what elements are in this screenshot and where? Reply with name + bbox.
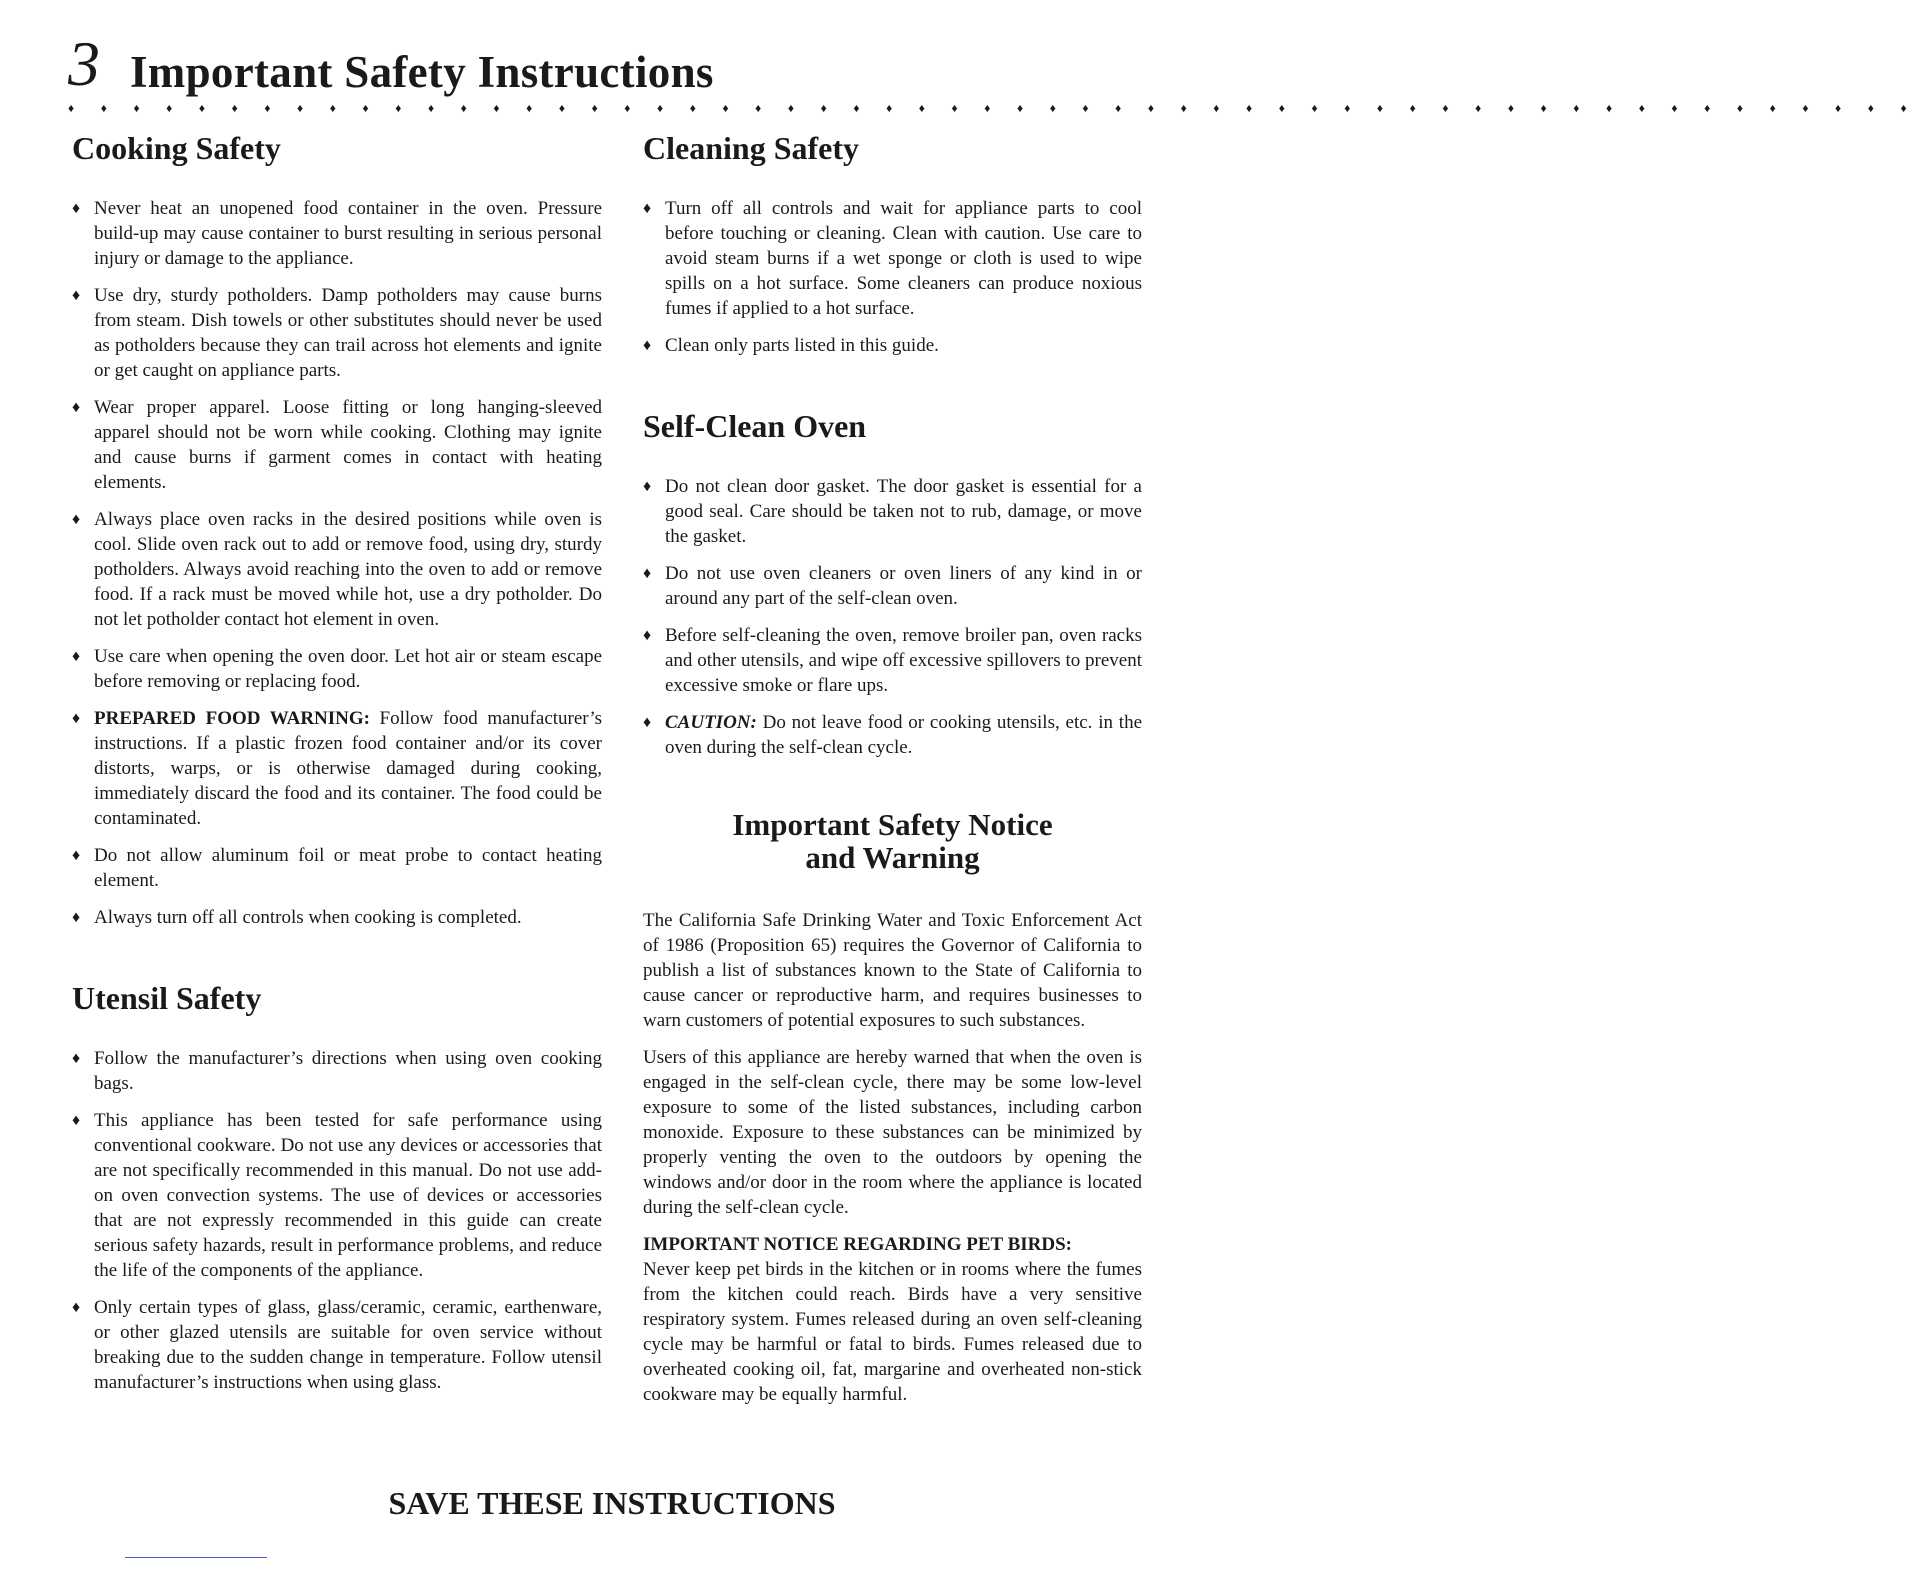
diamond-bullet-icon: ♦ xyxy=(643,337,652,354)
cooking-safety-section xyxy=(72,128,602,930)
utensil-safety-heading: Utensil Safety xyxy=(72,980,262,1016)
list-item: ♦ Only certain types of glass, glass/ceramic, ceramic, earthenware, or other glazed utensils are suitable for oven service without breaking due to the sudden change in temperature. Follow utensil manufacturer’s instructions when using glass. xyxy=(72,1297,602,1393)
diamond-bullet-icon: ♦ xyxy=(72,287,81,304)
cleaning-safety-list xyxy=(643,196,1142,358)
diamond-bullet-icon: ♦ xyxy=(72,200,81,217)
list-item: ♦ This appliance has been tested for safe performance using conventional cookware. Do not use any devices or accessories that are not specifically recommended in this manual. Do not use add-on oven convection systems. The use of devices or accessories that are not expressly recommended in this guide can create serious safety hazards, result in performance problems, and reduce the life of the components of the appliance. xyxy=(72,1110,602,1281)
list-item: ♦ Always place oven racks in the desired positions while oven is cool. Slide oven rack out to add or remove food, using dry, sturdy potholders. Always avoid reaching into the oven to add or remove food. If a rack must be moved while hot, use a dry potholder. Do not let potholder contact hot element in oven. xyxy=(72,509,602,630)
list-item: ♦ Turn off all controls and wait for appliance parts to cool before touching or cleaning. Clean with caution. Use care to avoid steam burns if a wet sponge or cloth is used to wipe spills on a hot surface. Some cleaners can produce noxious fumes if applied to a hot surface. xyxy=(643,198,1142,319)
pet-birds-label: IMPORTANT NOTICE REGARDING PET BIRDS: xyxy=(643,1234,1073,1255)
cooking-safety-heading: Cooking Safety xyxy=(72,130,281,166)
list-item: ♦ Use dry, sturdy potholders. Damp potholders may cause burns from steam. Dish towels or other substitutes should never be used as potholders because they can trail across hot elements and ignite or get caught on appliance parts. xyxy=(72,285,602,381)
list-item: ♦ Wear proper apparel. Loose fitting or long hanging-sleeved apparel should not be worn while cooking. Clothing may ignite and cause burns if garment comes in contact with heating elements. xyxy=(72,397,602,493)
cleaning-safety-section xyxy=(643,128,1142,358)
left-column xyxy=(72,128,602,1443)
diamond-bullet-icon: ♦ xyxy=(72,847,81,864)
footer-save-instructions: SAVE THESE INSTRUCTIONS xyxy=(388,1485,836,1521)
list-item: ♦ Do not use oven cleaners or oven liners of any kind in or around any part of the self-clean oven. xyxy=(643,563,1142,609)
diamond-bullet-icon: ♦ xyxy=(72,399,81,416)
diamond-bullet-icon: ♦ xyxy=(643,200,652,217)
proposition-65-paragraph: The California Safe Drinking Water and Toxic Enforcement Act of 1986 (Proposition 65) requires the Governor of California to publish a list of substances known to the State of California to cause cancer or reproductive harm, and requires businesses to warn customers of potential exposures to such substances. xyxy=(643,910,1142,1031)
decorative-rule xyxy=(125,1557,267,1558)
diamond-bullet-icon: ♦ xyxy=(643,565,652,582)
diamond-bullet-icon: ♦ xyxy=(72,648,81,665)
pet-birds-paragraph: IMPORTANT NOTICE REGARDING PET BIRDS: Never keep pet birds in the kitchen or in rooms where the fumes from the kitchen could reach. Birds have a very sensitive respiratory system. Fumes released during an oven self-cleaning cycle may be harmful or fatal to birds. Fumes released due to overheated cooking oil, fat, margarine and overheated non-stick cookware may be equally harmful. xyxy=(643,1234,1142,1405)
list-item: ♦ Use care when opening the oven door. Let hot air or steam escape before removing or replacing food. xyxy=(72,646,602,692)
list-item: ♦ Never heat an unopened food container in the oven. Pressure build-up may cause container to burst resulting in serious personal injury or damage to the appliance. xyxy=(72,198,602,269)
diamond-bullet-icon: ♦ xyxy=(72,511,81,528)
page-title: Important Safety Instructions xyxy=(130,47,714,97)
self-clean-oven-heading: Self-Clean Oven xyxy=(643,408,867,444)
warning-label: PREPARED FOOD WARNING: xyxy=(94,708,370,729)
right-column xyxy=(643,128,1142,1419)
caution-item: ♦ CAUTION: Do not leave food or cooking utensils, etc. in the oven during the self-clean cycle. xyxy=(643,712,1142,758)
notice-title: Important Safety Notice and Warning xyxy=(732,807,1053,875)
caution-label: CAUTION: xyxy=(665,712,757,733)
list-item: ♦ Do not clean door gasket. The door gasket is essential for a good seal. Care should be taken not to rub, damage, or move the gasket. xyxy=(643,476,1142,547)
utensil-safety-section xyxy=(72,978,602,1395)
diamond-bullet-icon: ♦ xyxy=(72,909,81,926)
prepared-food-warning: ♦ PREPARED FOOD WARNING: Follow food manufacturer’s instructions. If a plastic frozen food container and/or its cover distorts, warps, or is otherwise damaged during cooking, immediately discard the food and its container. The food could be contaminated. xyxy=(72,708,602,829)
list-item: ♦ Clean only parts listed in this guide. xyxy=(643,335,939,356)
diamond-divider: ♦ ♦ ♦ ♦ ♦ ♦ ♦ ♦ ♦ ♦ ♦ ♦ ♦ ♦ ♦ ♦ ♦ ♦ ♦ ♦ ♦ ♦ ♦ ♦ ♦ ♦ ♦ ♦ ♦ ♦ ♦ ♦ ♦ ♦ ♦ ♦ ♦ ♦ ♦ ♦ ♦ ♦ ♦ ♦ ♦ ♦ ♦ ♦ ♦ ♦ ♦ ♦ ♦ ♦ ♦ ♦ ♦ xyxy=(68,101,1918,115)
self-clean-oven-list xyxy=(643,474,1142,760)
list-item: ♦ Before self-cleaning the oven, remove broiler pan, oven racks and other utensils, and wipe off excessive spillovers to prevent excessive smoke or flare ups. xyxy=(643,625,1142,696)
cooking-safety-list xyxy=(72,196,602,930)
diamond-bullet-icon: ♦ xyxy=(72,710,81,727)
utensil-safety-list xyxy=(72,1046,602,1395)
self-clean-exposure-paragraph: Users of this appliance are hereby warned that when the oven is engaged in the self-clean cycle, there may be some low-level exposure to some of the listed substances, including carbon monoxide. Exposure to these substances can be minimized by properly venting the oven to the outdoors by opening the windows and/or door in the room where the appliance is located during the self-clean cycle. xyxy=(643,1047,1142,1218)
cleaning-safety-heading: Cleaning Safety xyxy=(643,130,859,166)
diamond-bullet-icon: ♦ xyxy=(643,478,652,495)
list-item: ♦ Do not allow aluminum foil or meat probe to contact heating element. xyxy=(72,845,602,891)
diamond-bullet-icon: ♦ xyxy=(643,714,652,731)
diamond-bullet-icon: ♦ xyxy=(72,1299,81,1316)
diamond-bullet-icon: ♦ xyxy=(643,627,652,644)
list-item: ♦ Always turn off all controls when cooking is completed. xyxy=(72,907,522,928)
page-number: 3 xyxy=(68,28,100,99)
diamond-bullet-icon: ♦ xyxy=(72,1050,81,1067)
diamond-bullet-icon: ♦ xyxy=(72,1112,81,1129)
list-item: ♦ Follow the manufacturer’s directions when using oven cooking bags. xyxy=(72,1048,602,1094)
self-clean-oven-section xyxy=(643,406,1142,760)
